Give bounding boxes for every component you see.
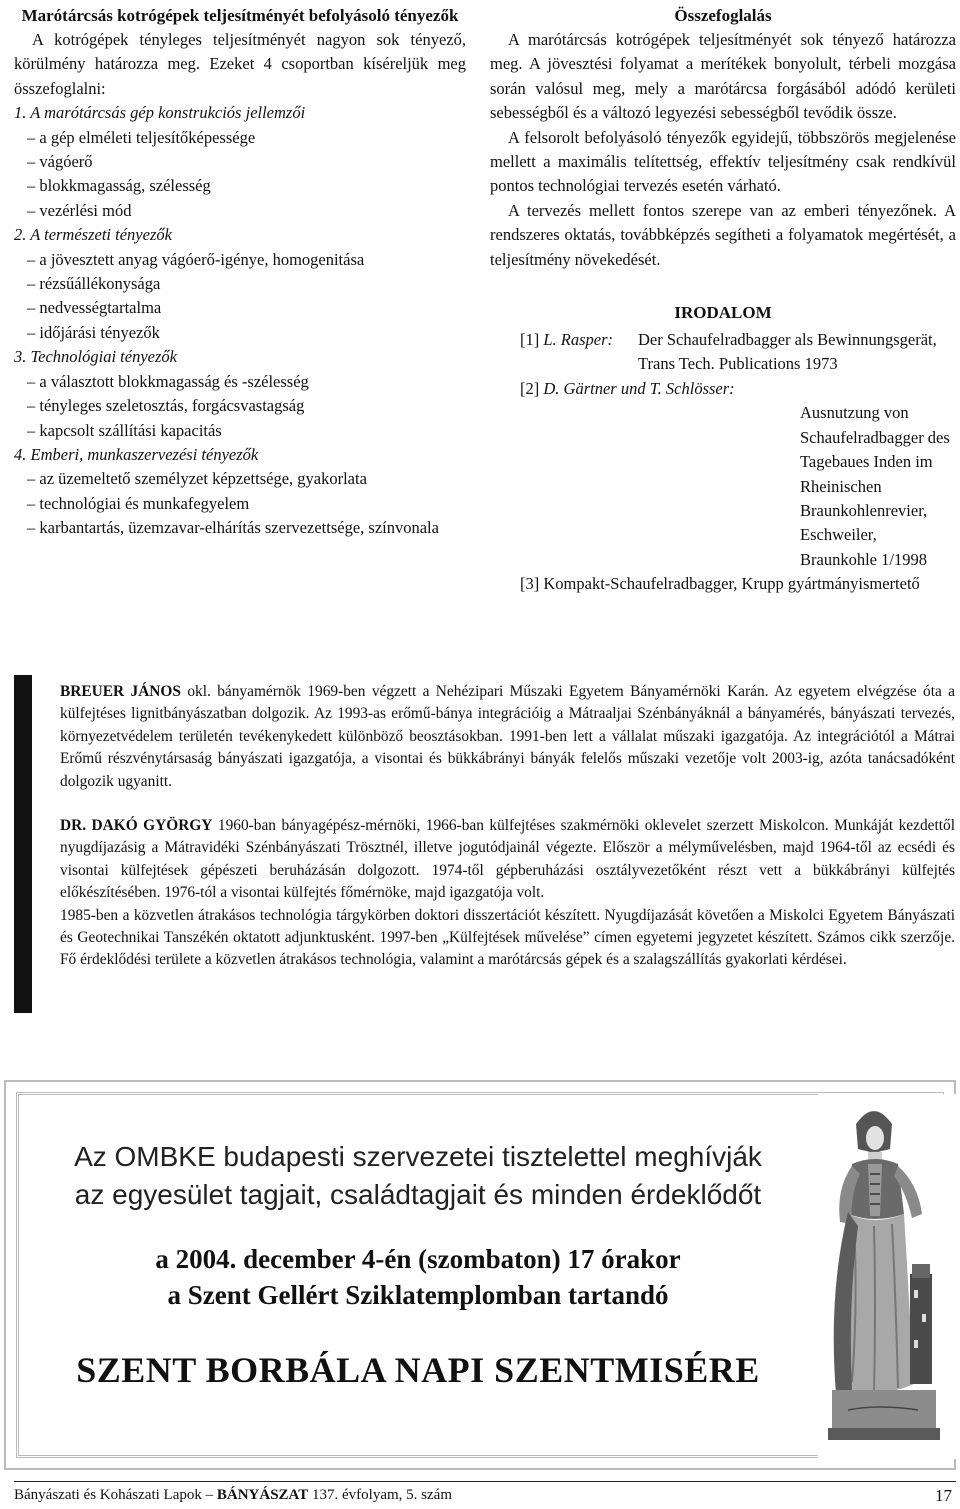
group-4-heading: 4. Emberi, munkaszervezési tényezők xyxy=(14,444,259,464)
reference-item xyxy=(490,377,956,572)
group-1-item: – vágóerő xyxy=(27,152,93,172)
reference-author: D. Gärtner und T. Schlösser: xyxy=(543,378,735,398)
event-time-place xyxy=(68,1241,768,1313)
author-bios xyxy=(60,681,955,972)
event-location: a Szent Gellért Sziklatemplomban tartandó xyxy=(167,1280,669,1310)
reference-text: Ausnutzung von Schaufelradbagger des Tagebaues Inden im Rheinischen Braunkohlenrevier, Eschweiler, Braunkohle 1/1998 xyxy=(800,403,950,569)
group-2-item: – nedvességtartalma xyxy=(27,298,162,318)
reference-number: [3] xyxy=(520,574,540,594)
group-3-item: – a választott blokkmagasság és -szélesség xyxy=(27,371,309,391)
journal-prefix: Bányászati és Kohászati Lapok – xyxy=(14,1487,214,1503)
reference-text: Kompakt-Schaufelradbagger, Krupp gyártmányismertető xyxy=(543,574,920,594)
group-3-heading: 3. Technológiai tényezők xyxy=(14,347,177,367)
invitation-line: Az OMBKE budapesti szervezetei tisztelettel meghívják xyxy=(74,1141,762,1172)
summary-paragraph: A tervezés mellett fontos szerepe van az emberi tényezőnek. A rendszeres oktatás, továbbképzés segítheti a folyamatok megértését, a teljesítmény növekedését. xyxy=(490,200,956,269)
event-title: SZENT BORBÁLA NAPI SZENTMISÉRE xyxy=(76,1350,760,1390)
bio-text: okl. bányamérnök 1969-ben végzett a Nehézipari Műszaki Egyetem Bányamérnöki Karán. Az egyetem elvégzése óta a külfejtéses lignitbányászatban dolgozik. Az 1993-as erőmű-bánya integrációig a Mátraaljai Szénbányáknál a bányamérés, bányászati tervezés, környezetvédelem területén tevékenykedett különböző beosztásokban. 1991-ben lett a vállalat műszaki igazgatója. Az integrációtól a Mátrai Erőmű részvénytársaság bányászati igazgatója, a visontai és bükkábrányi bányák felelős műszaki vezetője volt 2003-ig, azóta tanácsadóként dolgozik ugyanitt. xyxy=(60,683,955,790)
invitation-text xyxy=(38,1138,798,1214)
invitation-line: az egyesület tagjait, családtagjait és minden érdeklődőt xyxy=(74,1179,762,1210)
reference-text: Der Schaufelradbagger als Bewinnungsgerät, Trans Tech. Publications 1973 xyxy=(638,330,937,374)
summary-paragraph: A marótárcsás kotrógépek teljesítményét sok tényező határozza meg. A jövesztési folyamat a merítékek bonyolult, térbeli mozgása során valósul meg, mely a marótárcsa forgásából adódó kerületi sebességből és a változó legyezési sebességből tevődik össze. xyxy=(490,30,956,123)
bio-side-bar xyxy=(14,675,32,1013)
group-3-item: – kapcsolt szállítási kapacitás xyxy=(27,420,222,440)
reference-item xyxy=(490,572,956,596)
reference-author: L. Rasper: xyxy=(543,330,614,350)
article-section-title: Marótárcsás kotrógépek teljesítményét befolyásoló tényezők xyxy=(21,6,459,25)
summary-title: Összefoglalás xyxy=(674,6,772,25)
group-1-item: – a gép elméleti teljesítőképessége xyxy=(27,127,256,147)
reference-number: [1] xyxy=(520,330,540,350)
event-date: a 2004. december 4-én (szombaton) 17 órakor xyxy=(155,1244,681,1274)
saint-barbara-statue-image xyxy=(818,1094,958,1459)
group-1-heading: 1. A marótárcsás gép konstrukciós jellemzői xyxy=(14,103,306,123)
intro-paragraph: A kotrógépek tényleges teljesítményét nagyon sok tényező, körülmény határozza meg. Ezeket 4 csoportban kíséreljük meg összefoglalni: xyxy=(14,30,466,98)
bio-name: BREUER JÁNOS xyxy=(60,683,181,700)
right-column xyxy=(490,4,956,597)
group-1-item: – blokkmagasság, szélesség xyxy=(27,176,211,196)
group-2-item: – időjárási tényezők xyxy=(27,322,160,342)
summary-paragraph: A felsorolt befolyásoló tényezők egyidejű, többszörös megjelenése mellett a maximális telítettség, effektív teljesítmény csak rendkívül pontos technológiai tervezés esetén várható. xyxy=(490,127,956,196)
bio-dako xyxy=(60,815,955,905)
page-number: 17 xyxy=(935,1486,952,1505)
group-2-heading: 2. A természeti tényezők xyxy=(14,225,172,245)
group-4-item: – az üzemeltető személyzet képzettsége, gyakorlata xyxy=(27,469,367,489)
group-2-item: – a jövesztett anyag vágóerő-igénye, homogenitása xyxy=(27,249,365,269)
group-1-item: – vezérlési mód xyxy=(27,200,132,220)
bio-breuer xyxy=(60,681,955,793)
group-4-item: – technológiai és munkafegyelem xyxy=(27,493,250,513)
journal-issue: 137. évfolyam, 5. szám xyxy=(312,1487,452,1503)
bio-dako-continued: 1985-ben a közvetlen átrakásos technológia tárgykörben doktori disszertációt készített. Nyugdíjazását követően a Miskolci Egyetem Bányászati és Geotechnikai Tanszékén oktatott adjunktusként. 1997-ben „Külfejtések művelése” címen egyetemi jegyzetet készített. Számos cikk szerzője. Fő érdeklődési területe a közvetlen átrakásos technológia, valamint a marótárcsás gépek és a szalagszállítás gyakorlati kérdései. xyxy=(60,906,955,969)
reference-item xyxy=(490,328,956,377)
bio-name: DR. DAKÓ GYÖRGY xyxy=(60,817,213,835)
bio-text: 1960-ban bányagépész-mérnöki, 1966-ban külfejtéses szakmérnöki oklevelet szerzett Miskolcon. Munkáját kezdettől nyugdíjazásig a Mátravidéki Szénbányászati Trösztnél, illetve jogutódjainál végezte. Először a mélyművelésben, majd 1964-től az ecsédi és visontai külfejtések gépészeti beruházásán dolgozott. 1974-től gépberuházási osztályvezetőként részt vett a bükkábrányi külfejtés előkészítésében. 1976-tól a visontai külfejtés főmérnöke, majd igazgatója volt. xyxy=(60,817,956,902)
references-title: IRODALOM xyxy=(674,303,772,323)
group-4-item: – karbantartás, üzemzavar-elhárítás szervezettsége, színvonala xyxy=(27,518,439,538)
reference-number: [2] xyxy=(520,378,540,398)
group-3-item: – tényleges szeletosztás, forgácsvastagság xyxy=(27,396,305,416)
group-2-item: – rézsűállékonysága xyxy=(27,274,161,294)
page-footer xyxy=(14,1481,956,1505)
left-column xyxy=(14,4,466,541)
invitation-banner xyxy=(4,1080,956,1470)
journal-title: BÁNYÁSZAT xyxy=(216,1487,309,1503)
